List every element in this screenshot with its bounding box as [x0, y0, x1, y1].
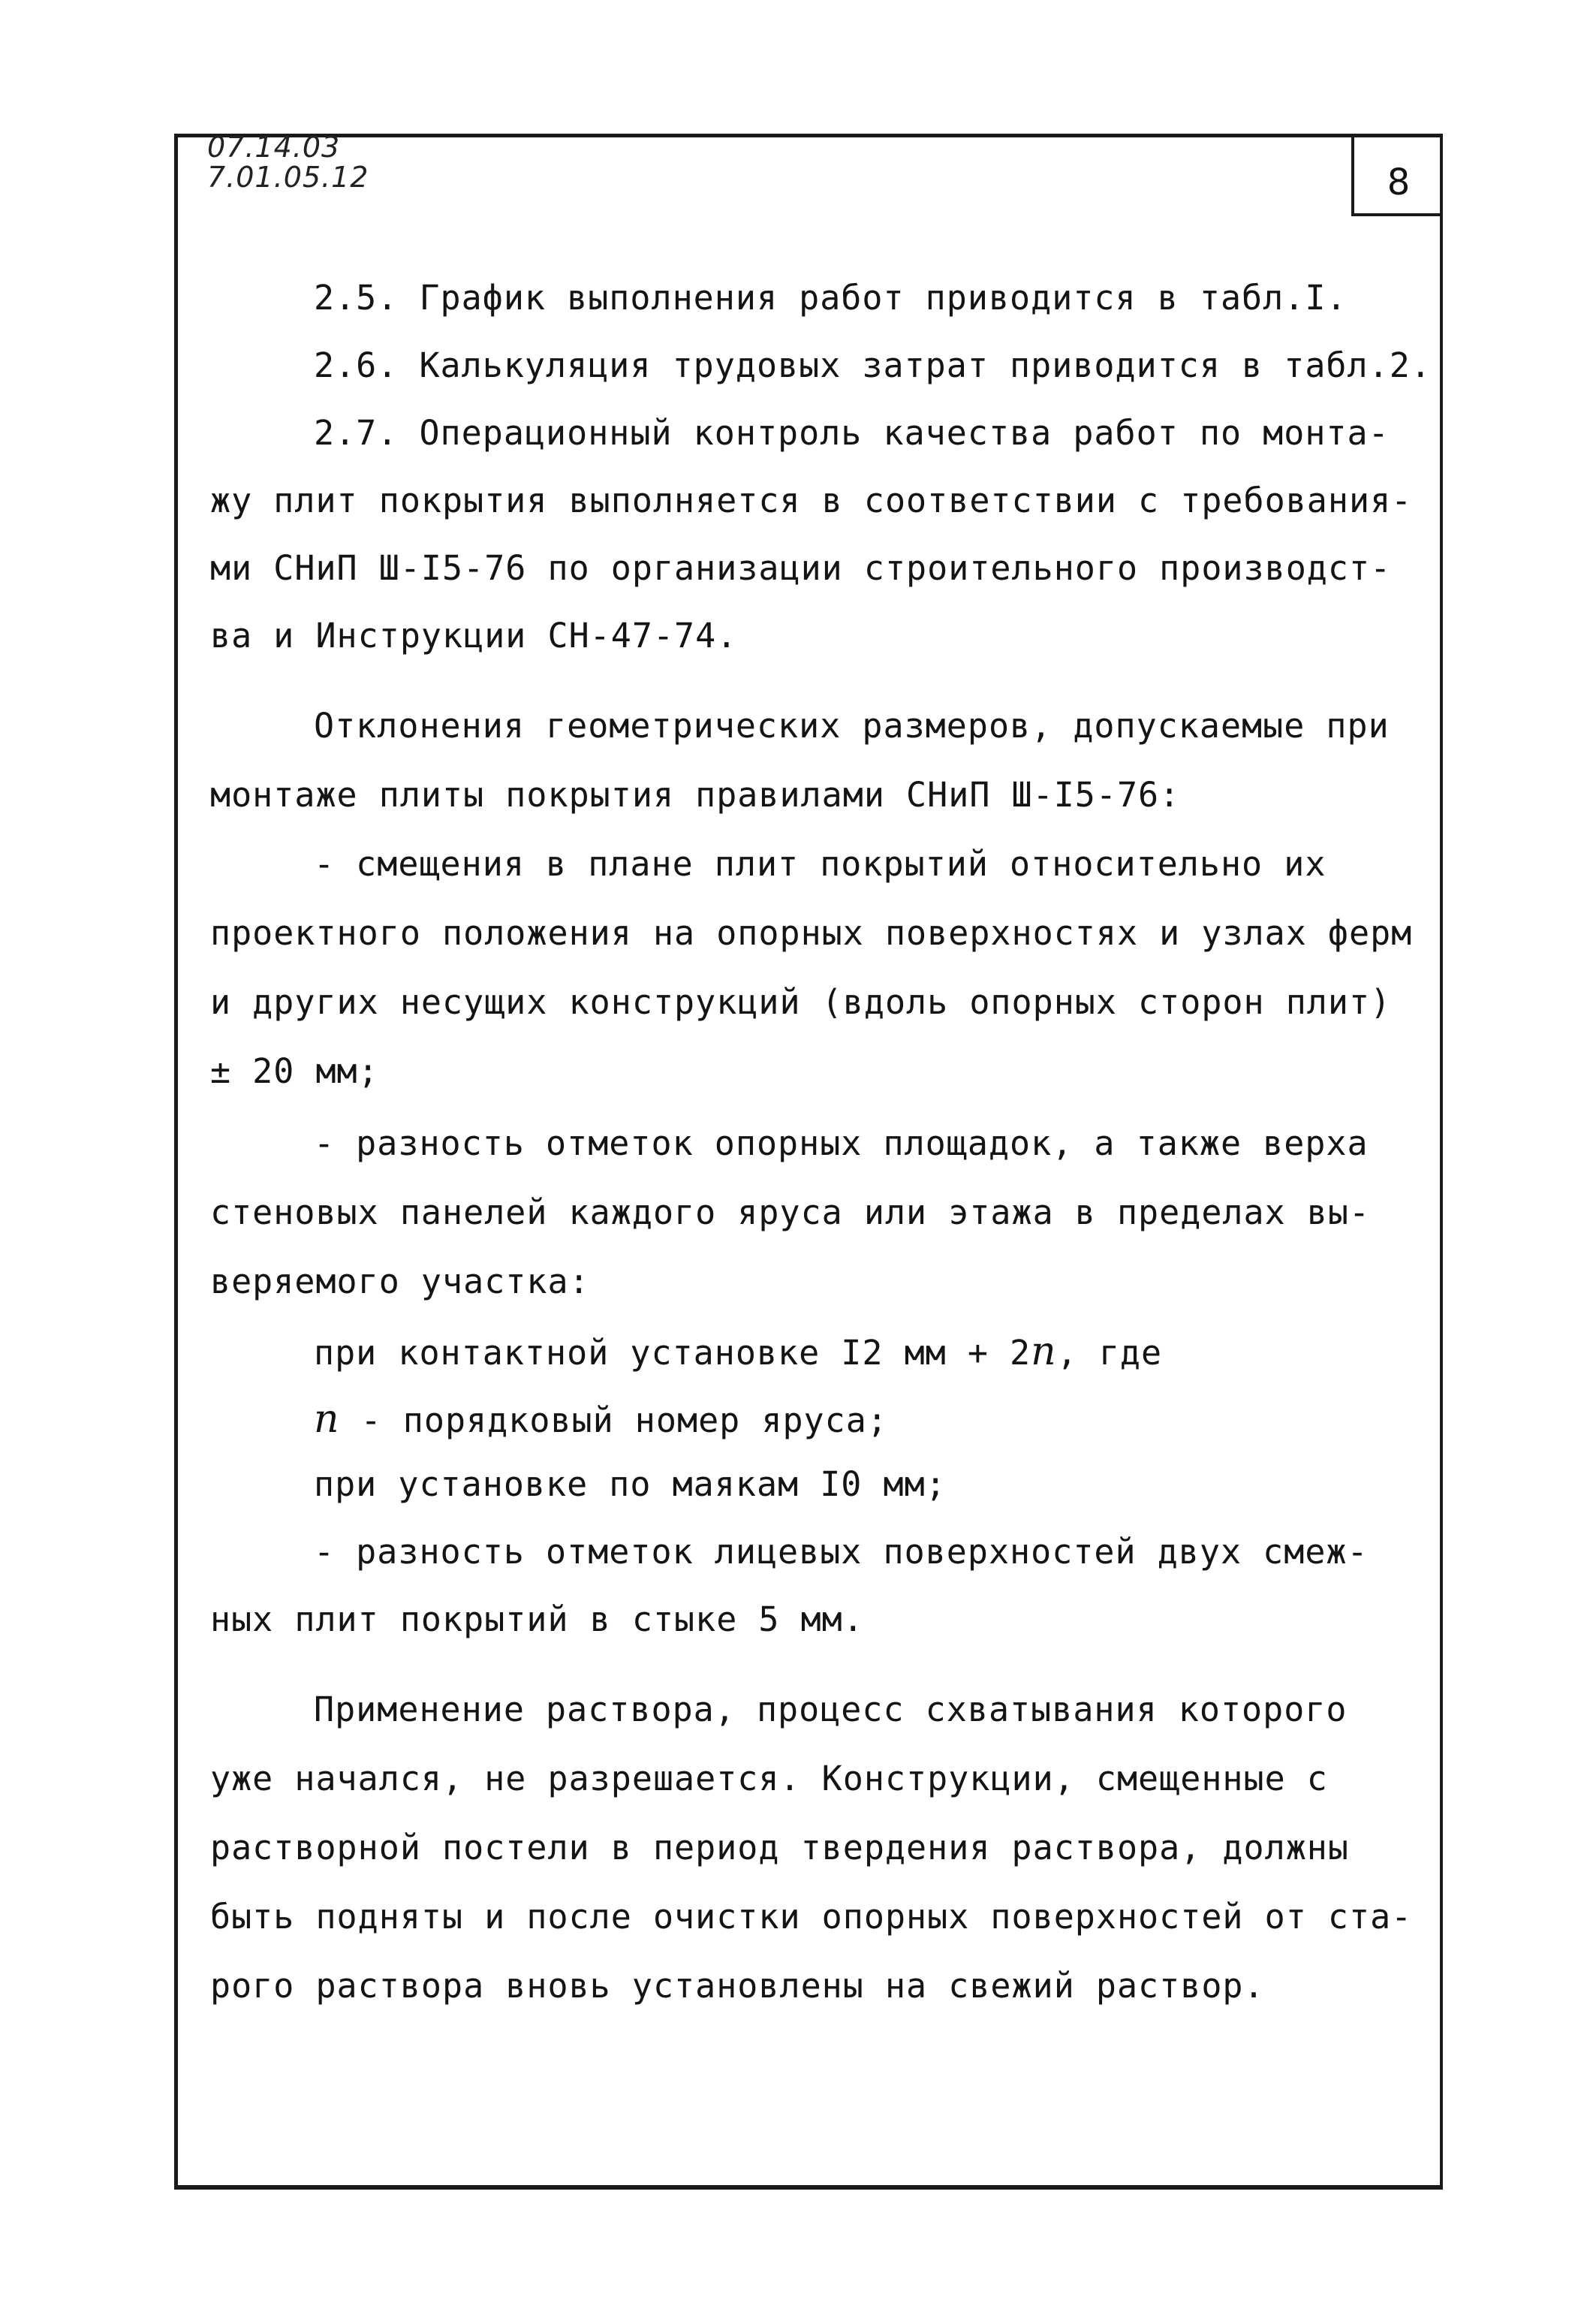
n-definition-text: - порядковый номер яруса; [339, 1400, 888, 1440]
document-code-2: 7.01.05.12 [207, 161, 369, 194]
level-diff-line-3: веряемого участка: [210, 1262, 590, 1301]
paragraph-2-5: 2.5. График выполнения работ приводится в табл.I. [314, 278, 1348, 318]
shift-line-1: - смещения в плане плит покрытий относительно их [314, 844, 1326, 884]
page-number-box [1351, 135, 1443, 216]
paragraph-2-7-line-4: ва и Инструкции СН-47-74. [210, 616, 738, 656]
shift-line-2: проектного положения на опорных поверхностях и узлах ферм [210, 913, 1413, 953]
mortar-line-5: рого раствора вновь установлены на свежий раствор. [210, 1966, 1265, 2006]
paragraph-2-7-line-3: ми СНиП Ш-I5-76 по организации строительного производст- [210, 548, 1392, 588]
variable-n: n [1031, 1329, 1057, 1374]
mortar-line-1: Применение раствора, процесс схватывания которого [314, 1690, 1348, 1729]
paragraph-2-7-line-1: 2.7. Операционный контроль качества работ по монта- [314, 413, 1390, 453]
deviations-line-2: монтаже плиты покрытия правилами СНиП Ш-I5-76: [210, 775, 1181, 815]
shift-line-3: и других несущих конструкций (вдоль опорных сторон плит) [210, 982, 1392, 1022]
shift-line-4: ± 20 мм; [210, 1051, 379, 1091]
beacons-install-line: при установке по маякам I0 мм; [314, 1464, 947, 1504]
document-code-1: 07.14.03 [207, 131, 341, 164]
level-diff-line-1: - разность отметок опорных площадок, а также верха [314, 1123, 1369, 1163]
paragraph-2-7-line-2: жу плит покрытия выполняется в соответствии с требования- [210, 481, 1413, 520]
level-diff-line-2: стеновых панелей каждого яруса или этажа в пределах вы- [210, 1192, 1371, 1232]
contact-install-text: при контактной установке I2 мм + 2 [314, 1333, 1031, 1373]
face-diff-line-2: ных плит покрытий в стыке 5 мм. [210, 1599, 864, 1639]
page-number: 8 [1387, 161, 1411, 203]
document-codes [207, 132, 369, 192]
n-definition-line [210, 1397, 888, 1442]
paragraph-2-6: 2.6. Калькуляция трудовых затрат приводится в табл.2. [314, 345, 1432, 385]
contact-install-line [210, 1329, 1162, 1374]
mortar-line-2: уже начался, не разрешается. Конструкции, смещенные с [210, 1759, 1328, 1798]
mortar-line-3: растворной постели в период твердения раствора, должны [210, 1828, 1349, 1867]
variable-n-definition: n [314, 1397, 340, 1442]
mortar-line-4: быть подняты и после очистки опорных поверхностей от ста- [210, 1897, 1413, 1937]
face-diff-line-1: - разность отметок лицевых поверхностей двух смеж- [314, 1532, 1369, 1572]
contact-install-suffix: , где [1056, 1333, 1163, 1373]
deviations-line-1: Отклонения геометрических размеров, допускаемые при [314, 706, 1390, 746]
